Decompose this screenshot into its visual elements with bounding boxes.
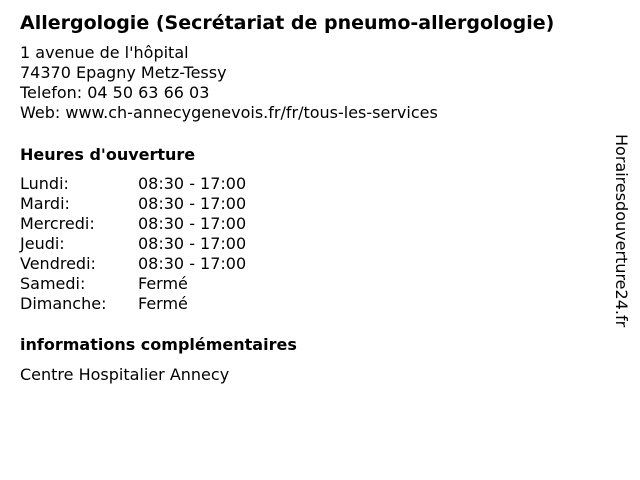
hours-day: Lundi: xyxy=(20,174,69,193)
info-text: Centre Hospitalier Annecy xyxy=(20,365,230,384)
address-block xyxy=(20,43,438,123)
hours-day: Samedi: xyxy=(20,274,86,293)
hours-time: 08:30 - 17:00 xyxy=(138,174,247,193)
phone-number: Telefon: 04 50 63 66 03 xyxy=(20,83,210,102)
hours-day: Vendredi: xyxy=(20,254,96,273)
hours-time: 08:30 - 17:00 xyxy=(138,194,247,213)
hours-time: 08:30 - 17:00 xyxy=(138,234,247,253)
hours-day: Mercredi: xyxy=(20,214,95,233)
website-link[interactable]: Web: www.ch-annecygenevois.fr/fr/tous-les-services xyxy=(20,103,438,122)
page-title: Allergologie (Secrétariat de pneumo-allergologie) xyxy=(20,12,555,34)
hours-day: Dimanche: xyxy=(20,294,107,313)
hours-day: Mardi: xyxy=(20,194,70,213)
hours-time: 08:30 - 17:00 xyxy=(138,214,247,233)
info-heading: informations complémentaires xyxy=(20,335,297,354)
hours-heading: Heures d'ouverture xyxy=(20,145,196,164)
hours-time: Fermé xyxy=(138,294,188,313)
hours-time: 08:30 - 17:00 xyxy=(138,254,247,273)
address-street: 1 avenue de l'hôpital xyxy=(20,43,189,62)
address-city: 74370 Epagny Metz-Tessy xyxy=(20,63,227,82)
site-watermark: Horairesdouverture24.fr xyxy=(612,134,631,328)
hours-day: Jeudi: xyxy=(20,234,65,253)
hours-time: Fermé xyxy=(138,274,188,293)
